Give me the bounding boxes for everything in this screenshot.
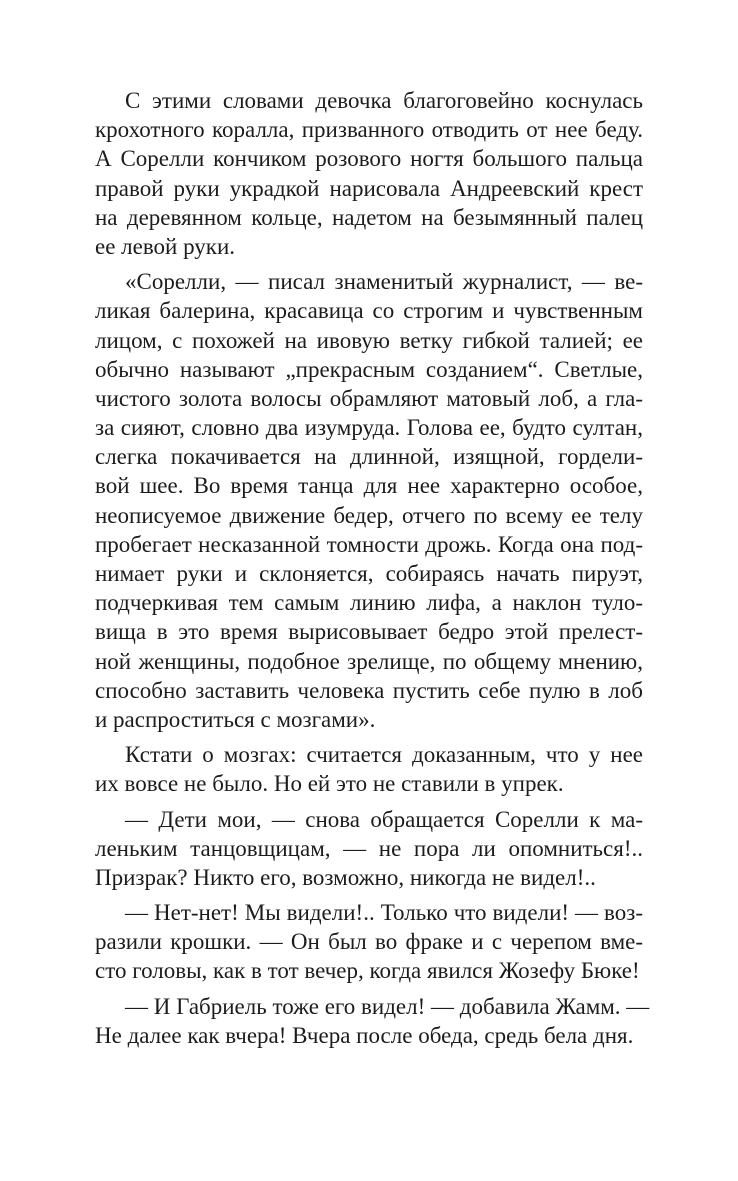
text-line: сто головы, как в тот вечер, когда явился Жозефу Бюке! xyxy=(95,958,640,984)
text-line: ной женщины, подобное зрелище, по общему мнению, xyxy=(95,648,643,674)
text-line: на деревянном кольце, надетом на безымянный палец xyxy=(95,204,643,230)
text-line: С этими словами девочка благоговейно коснулась xyxy=(125,88,643,113)
book-page xyxy=(95,86,650,1050)
text-line: леньким танцовщицам, — не пора ли опомниться!.. xyxy=(95,835,643,861)
text-line: правой руки украдкой нарисовала Андреевский крест xyxy=(95,175,643,201)
text-line: неописуемое движение бедер, отчего по всему ее телу xyxy=(95,502,643,528)
text-line: Призрак? Никто его, возможно, никогда не видел!.. xyxy=(95,864,596,890)
text-line: — Нет-нет! Мы видели!.. Только что видели! — воз- xyxy=(125,900,643,926)
text-line: Не далее как вчера! Вчера после обеда, средь бела дня. xyxy=(95,1022,634,1048)
text-line: вой шее. Во время танца для нее характерно особое, xyxy=(95,473,643,499)
text-line: ликая балерина, красавица со строгим и чувственным xyxy=(95,298,643,324)
text-line: лицом, с похожей на ивовую ветку гибкой талией; ее xyxy=(95,327,643,353)
text-line: подчеркивая тем самым линию лифа, а наклон туло- xyxy=(95,590,643,616)
text-line: Кстати о мозгах: считается доказанным, что у нее xyxy=(125,742,643,768)
text-line: нимает руки и склоняется, собираясь начать пируэт, xyxy=(95,561,643,586)
paragraph xyxy=(95,805,643,893)
text-line: «Сорелли, — писал знаменитый журналист, — ве- xyxy=(125,269,643,295)
text-line: пробегает несказанной томности дрожь. Когда она под- xyxy=(95,531,643,557)
text-line: чистого золота волосы обрамляют матовый лоб, а гла- xyxy=(95,385,643,411)
text-line: обычно называют „прекрасным созданием“. Светлые, xyxy=(95,356,643,382)
paragraph xyxy=(95,267,643,734)
paragraph xyxy=(95,86,643,261)
text-line: — Дети мои, — снова обращается Сорелли к ма- xyxy=(125,806,643,832)
paragraph xyxy=(95,898,643,986)
text-line: и распроститься с мозгами». xyxy=(95,706,376,732)
text-line: А Сорелли кончиком розового ногтя большого пальца xyxy=(95,146,643,172)
paragraph xyxy=(95,740,643,798)
text-line: способно заставить человека пустить себе пулю в лоб xyxy=(95,677,643,703)
text-line: крохотного коралла, призванного отводить от нее беду. xyxy=(95,117,643,143)
text-line: слегка покачивается на длинной, изящной, гордели- xyxy=(95,444,643,470)
paragraph xyxy=(95,992,650,1050)
text-line: ее левой руки. xyxy=(95,233,236,259)
text-line: за сияют, словно два изумруда. Голова ее, будто султан, xyxy=(95,415,643,441)
text-line: их вовсе не было. Но ей это не ставили в упрек. xyxy=(95,771,564,797)
text-line: — И Габриель тоже его видел! — добавила Жамм. — xyxy=(125,993,650,1019)
text-line: вища в это время вырисовывает бедро этой прелест- xyxy=(95,619,643,645)
text-line: разили крошки. — Он был во фраке и с черепом вме- xyxy=(95,929,643,955)
